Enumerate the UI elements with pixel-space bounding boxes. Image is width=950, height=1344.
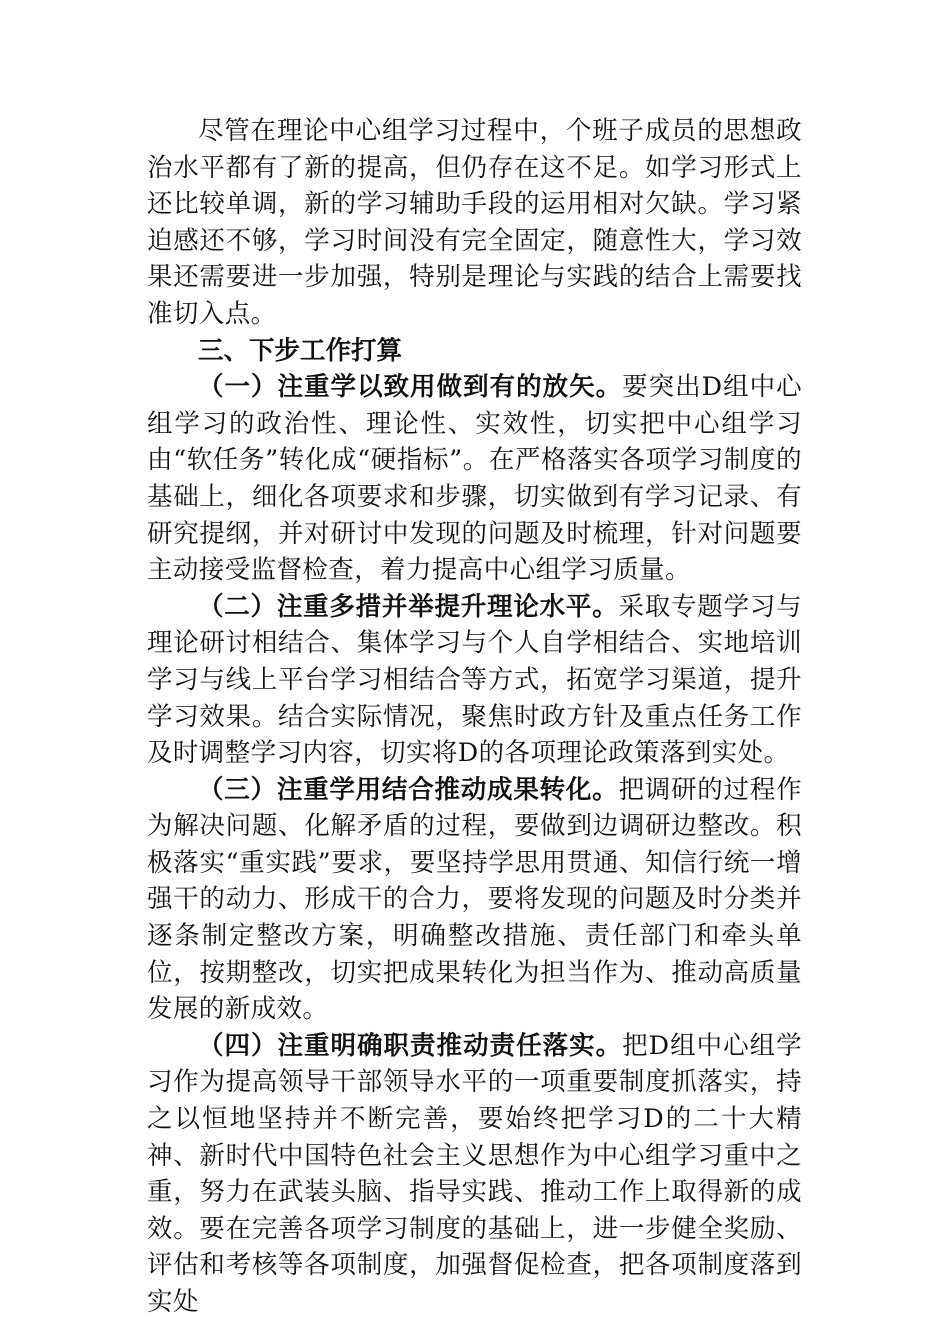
- work-plan-item-1: [147, 369, 802, 589]
- work-plan-item-2-title: （二）注重多措并举提升理论水平。: [198, 591, 619, 622]
- document-page: [147, 113, 802, 1321]
- work-plan-item-1-title: （一）注重学以致用做到有的放矢。: [198, 372, 623, 403]
- work-plan-item-1-body: 要突出D组中心组学习的政治性、理论性、实效性，切实把中心组学习由“软任务”转化成“硬指标”。在严格落实各项学习制度的基础上，细化各项要求和步骤，切实做到有学习记录、有研究提纲，并对研讨中发现的问题及时梳理，针对问题要主动接受监督检查，着力提高中心组学习质量。: [147, 372, 802, 586]
- work-plan-item-3-title: （三）注重学用结合推动成果转化。: [198, 774, 619, 805]
- work-plan-item-4: [147, 1028, 802, 1321]
- work-plan-item-2-body: 采取专题学习与理论研讨相结合、集体学习与个人自学相结合、实地培训学习与线上平台学习相结合等方式，拓宽学习渠道，提升学习效果。结合实际情况，聚焦时政方针及重点任务工作及时调整学习内容，切实将D的各项理论政策落到实处。: [147, 591, 802, 769]
- work-plan-item-2: [147, 589, 802, 772]
- shortcomings-paragraph: 尽管在理论中心组学习过程中，个班子成员的思想政治水平都有了新的提高，但仍存在这不足。如学习形式上还比较单调，新的学习辅助手段的运用相对欠缺。学习紧迫感还不够，学习时间没有完全固定，随意性大，学习效果还需要进一步加强，特别是理论与实践的结合上需要找准切入点。: [147, 116, 802, 329]
- work-plan-item-3: [147, 772, 802, 1028]
- section-heading: 三、下步工作打算: [198, 335, 403, 366]
- work-plan-item-4-body: 把D组中心组学习作为提高领导干部领导水平的一项重要制度抓落实，持之以恒地坚持并不断完善，要始终把学习D的二十大精神、新时代中国特色社会主义思想作为中心组学习重中之重，努力在武装头脑、指导实践、推动工作上取得新的成效。要在完善各项学习制度的基础上，进一步健全奖励、评估和考核等各项制度，加强督促检查，把各项制度落到实处: [147, 1030, 802, 1317]
- work-plan-item-3-body: 把调研的过程作为解决问题、化解矛盾的过程，要做到边调研边整改。积极落实“重实践”要求，要坚持学思用贯通、知信行统一增强干的动力、形成干的合力，要将发现的问题及时分类并逐条制定整改方案，明确整改措施、责任部门和牵头单位，按期整改，切实把成果转化为担当作为、推动高质量发展的新成效。: [147, 774, 802, 1025]
- work-plan-item-4-title: （四）注重明确职责推动责任落实。: [198, 1030, 623, 1061]
